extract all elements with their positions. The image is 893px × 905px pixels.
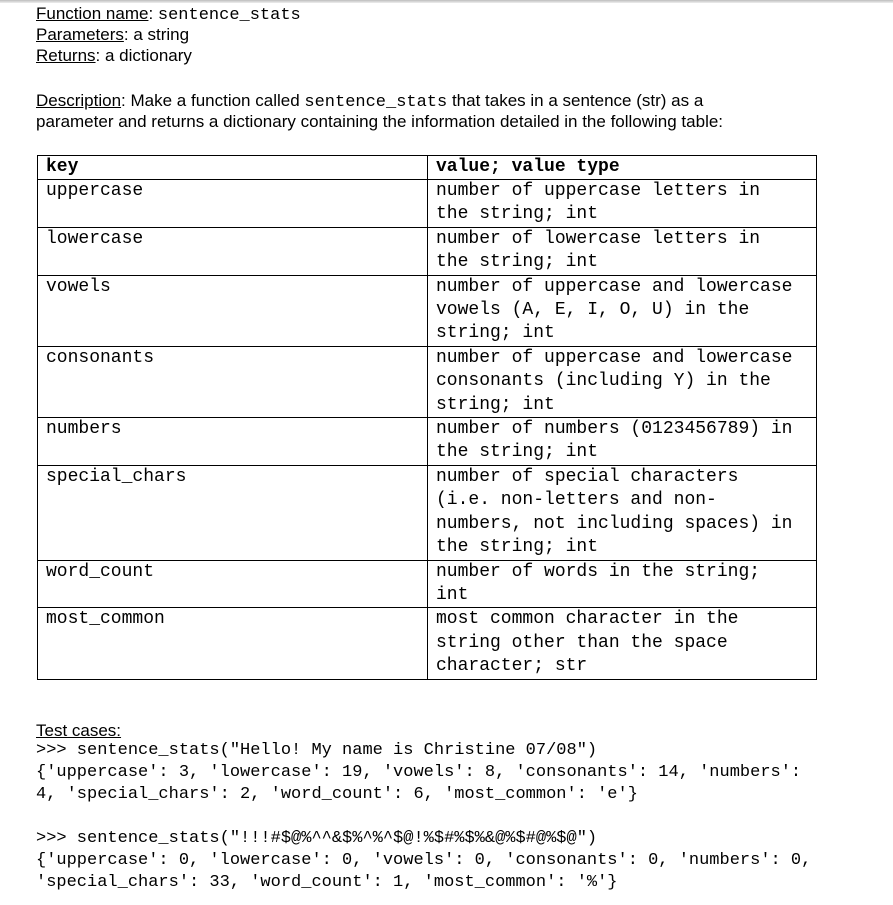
row-value-line: the string; int	[436, 252, 599, 273]
returns-line: Returns: a dictionary	[36, 46, 192, 65]
row-value-line: string; int	[436, 323, 555, 344]
function-name-label: Function name	[36, 4, 149, 23]
table-row	[38, 227, 817, 275]
row-value-line: the string; int	[436, 204, 599, 225]
row-value-line: character; str	[436, 656, 588, 677]
description-line-2: parameter and returns a dictionary containing the information detailed in the following table:	[36, 112, 724, 131]
row-value-line: number of lowercase letters in	[436, 228, 761, 249]
row-value-line: number of numbers (0123456789) in	[436, 419, 793, 440]
row-key: lowercase	[38, 227, 428, 275]
row-value-line: consonants (including Y) in the	[436, 371, 771, 392]
test-cases-label: Test cases:	[36, 721, 122, 740]
test-case-2-output-2: 'special_chars': 33, 'word_count': 1, 'most_common': '%'}	[36, 873, 618, 892]
row-value-line: the string; int	[436, 537, 599, 558]
table-row	[38, 275, 817, 346]
returns-label: Returns	[36, 46, 96, 65]
test-case-2-output-1: {'uppercase': 0, 'lowercase': 0, 'vowels': 0, 'consonants': 0, 'numbers': 0,	[36, 851, 812, 870]
row-value	[428, 560, 817, 608]
row-value-line: numbers, not including spaces) in	[436, 513, 793, 534]
description-label: Description	[36, 91, 122, 110]
table-header-row	[38, 156, 817, 180]
row-value-line: number of special characters	[436, 466, 739, 487]
table-row	[38, 180, 817, 228]
test-case-1-call: >>> sentence_stats("Hello! My name is Christine 07/08")	[36, 741, 598, 760]
row-value-line: string other than the space	[436, 632, 728, 653]
row-key: most_common	[38, 608, 428, 679]
row-value	[428, 418, 817, 466]
description-line-1: Description: Make a function called sentence_stats that takes in a sentence (str) as a	[36, 91, 704, 112]
row-value	[428, 180, 817, 228]
header-value: value; value type	[428, 156, 817, 180]
description-text: Make a function called	[130, 91, 305, 110]
row-value-line: number of uppercase and lowercase	[436, 276, 793, 297]
stats-table	[37, 155, 817, 680]
row-value-line: (i.e. non-letters and non-	[436, 490, 717, 511]
row-value	[428, 346, 817, 417]
row-value-line: int	[436, 584, 469, 605]
table-row	[38, 418, 817, 466]
row-key: word_count	[38, 560, 428, 608]
parameters-line: Parameters: a string	[36, 25, 190, 44]
header-key: key	[38, 156, 428, 180]
row-value-line: vowels (A, E, I, O, U) in the	[436, 300, 750, 321]
row-value	[428, 608, 817, 679]
table-row	[38, 608, 817, 679]
table-row	[38, 560, 817, 608]
returns-value: a dictionary	[104, 46, 192, 65]
row-key: numbers	[38, 418, 428, 466]
row-value-line: number of words in the string;	[436, 561, 761, 582]
row-value-line: number of uppercase letters in	[436, 181, 761, 201]
row-key: vowels	[38, 275, 428, 346]
test-case-1-output-2: 4, 'special_chars': 2, 'word_count': 6, 'most_common': 'e'}	[36, 785, 638, 804]
row-value	[428, 275, 817, 346]
row-value-line: most common character in the	[436, 609, 739, 630]
row-value-line: number of uppercase and lowercase	[436, 347, 793, 368]
row-key: consonants	[38, 346, 428, 417]
parameters-label: Parameters	[36, 25, 124, 44]
parameters-value: a string	[133, 25, 190, 44]
row-key: special_chars	[38, 465, 428, 560]
row-key: uppercase	[38, 180, 428, 228]
function-name: sentence_stats	[157, 6, 301, 25]
row-value	[428, 227, 817, 275]
table-row	[38, 465, 817, 560]
test-case-1-output-1: {'uppercase': 3, 'lowercase': 19, 'vowels': 8, 'consonants': 14, 'numbers':	[36, 763, 802, 782]
description-code: sentence_stats	[304, 93, 448, 112]
test-case-2-call: >>> sentence_stats("!!!#$@%^^&$%^%^$@!%$#%$%&@%$#@%$@")	[36, 829, 598, 848]
function-name-line: Function name: sentence_stats	[36, 4, 301, 25]
row-value-line: the string; int	[436, 442, 599, 463]
row-value	[428, 465, 817, 560]
table-row	[38, 346, 817, 417]
description-text: that takes in a sentence (str) as a	[447, 91, 704, 110]
row-value-line: string; int	[436, 394, 555, 415]
